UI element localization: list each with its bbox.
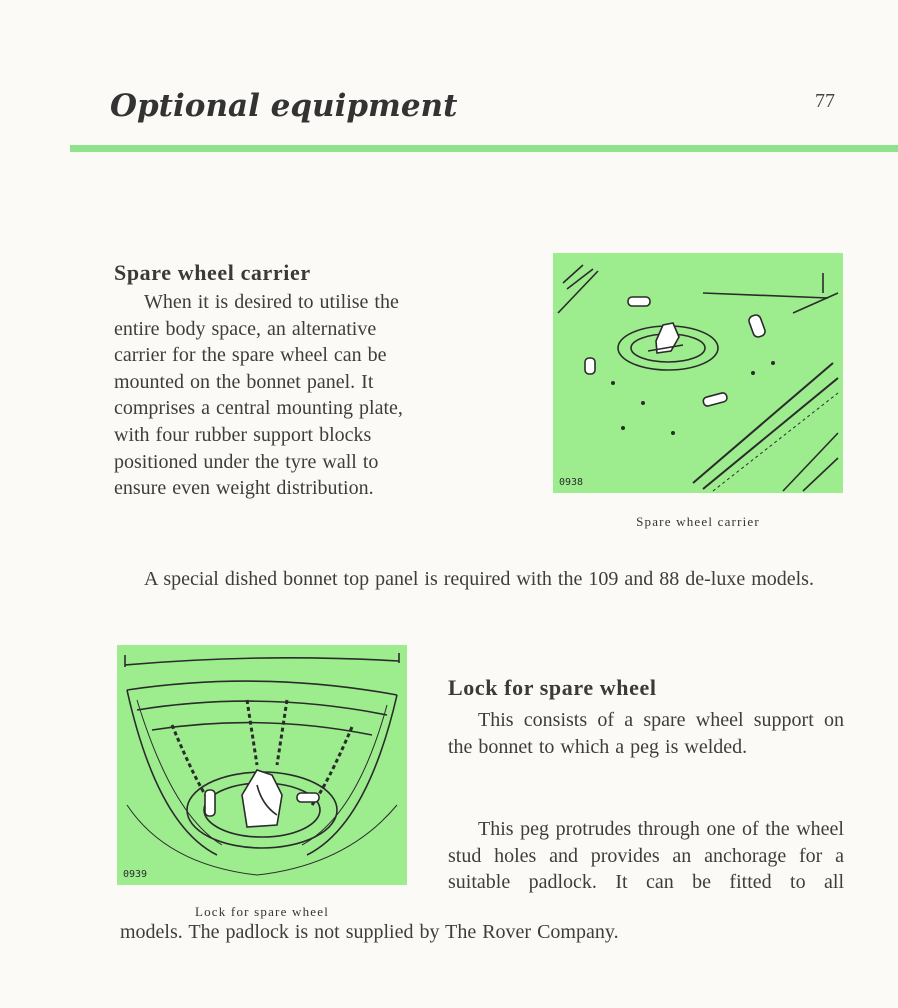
text-line: carrier for the spare wheel can be (114, 344, 387, 367)
paragraph-peg: This peg protrudes through one of the wheel stud holes and provides an anchorage for a suitable padlock. It can be fitted to all (448, 818, 844, 894)
figure-caption-lock-for-spare-wheel: Lock for spare wheel (194, 904, 330, 919)
spare-wheel-carrier-illustration (553, 253, 843, 493)
paragraph-dished-bonnet: A special dished bonnet top panel is required with the 109 and 88 de-luxe models. (144, 568, 814, 590)
figure-spare-wheel-carrier (553, 253, 843, 493)
figure-number: 0938 (559, 477, 584, 488)
page-number: 77 (815, 90, 835, 112)
text-line: mounted on the bonnet panel. It (114, 370, 374, 393)
text-line: When it is desired to utilise the (144, 291, 399, 313)
figure-lock-for-spare-wheel (117, 645, 407, 885)
paragraph-lock-support: This consists of a spare wheel support on the bonnet to which a peg is welded. (448, 709, 844, 758)
figure-caption-spare-wheel-carrier: Spare wheel carrier (636, 514, 760, 529)
text-line: entire body space, an alternative (114, 317, 377, 340)
figure-number: 0939 (123, 869, 148, 880)
text-line: comprises a central mounting plate, (114, 397, 403, 420)
paragraph-padlock-end: models. The padlock is not supplied by The Rover Company. (120, 921, 619, 943)
text-line: positioned under the tyre wall to (114, 450, 379, 473)
section-heading-spare-wheel-carrier: Spare wheel carrier (114, 260, 311, 285)
page-header-title: Optional equipment (110, 88, 458, 124)
header-divider (70, 145, 898, 152)
lock-for-spare-wheel-illustration (117, 645, 407, 885)
text-line: with four rubber support blocks (114, 423, 372, 446)
section-heading-lock-for-spare-wheel: Lock for spare wheel (448, 675, 657, 700)
text-line: ensure even weight distribution. (114, 477, 374, 500)
paragraph-spare-wheel-carrier (114, 289, 510, 502)
